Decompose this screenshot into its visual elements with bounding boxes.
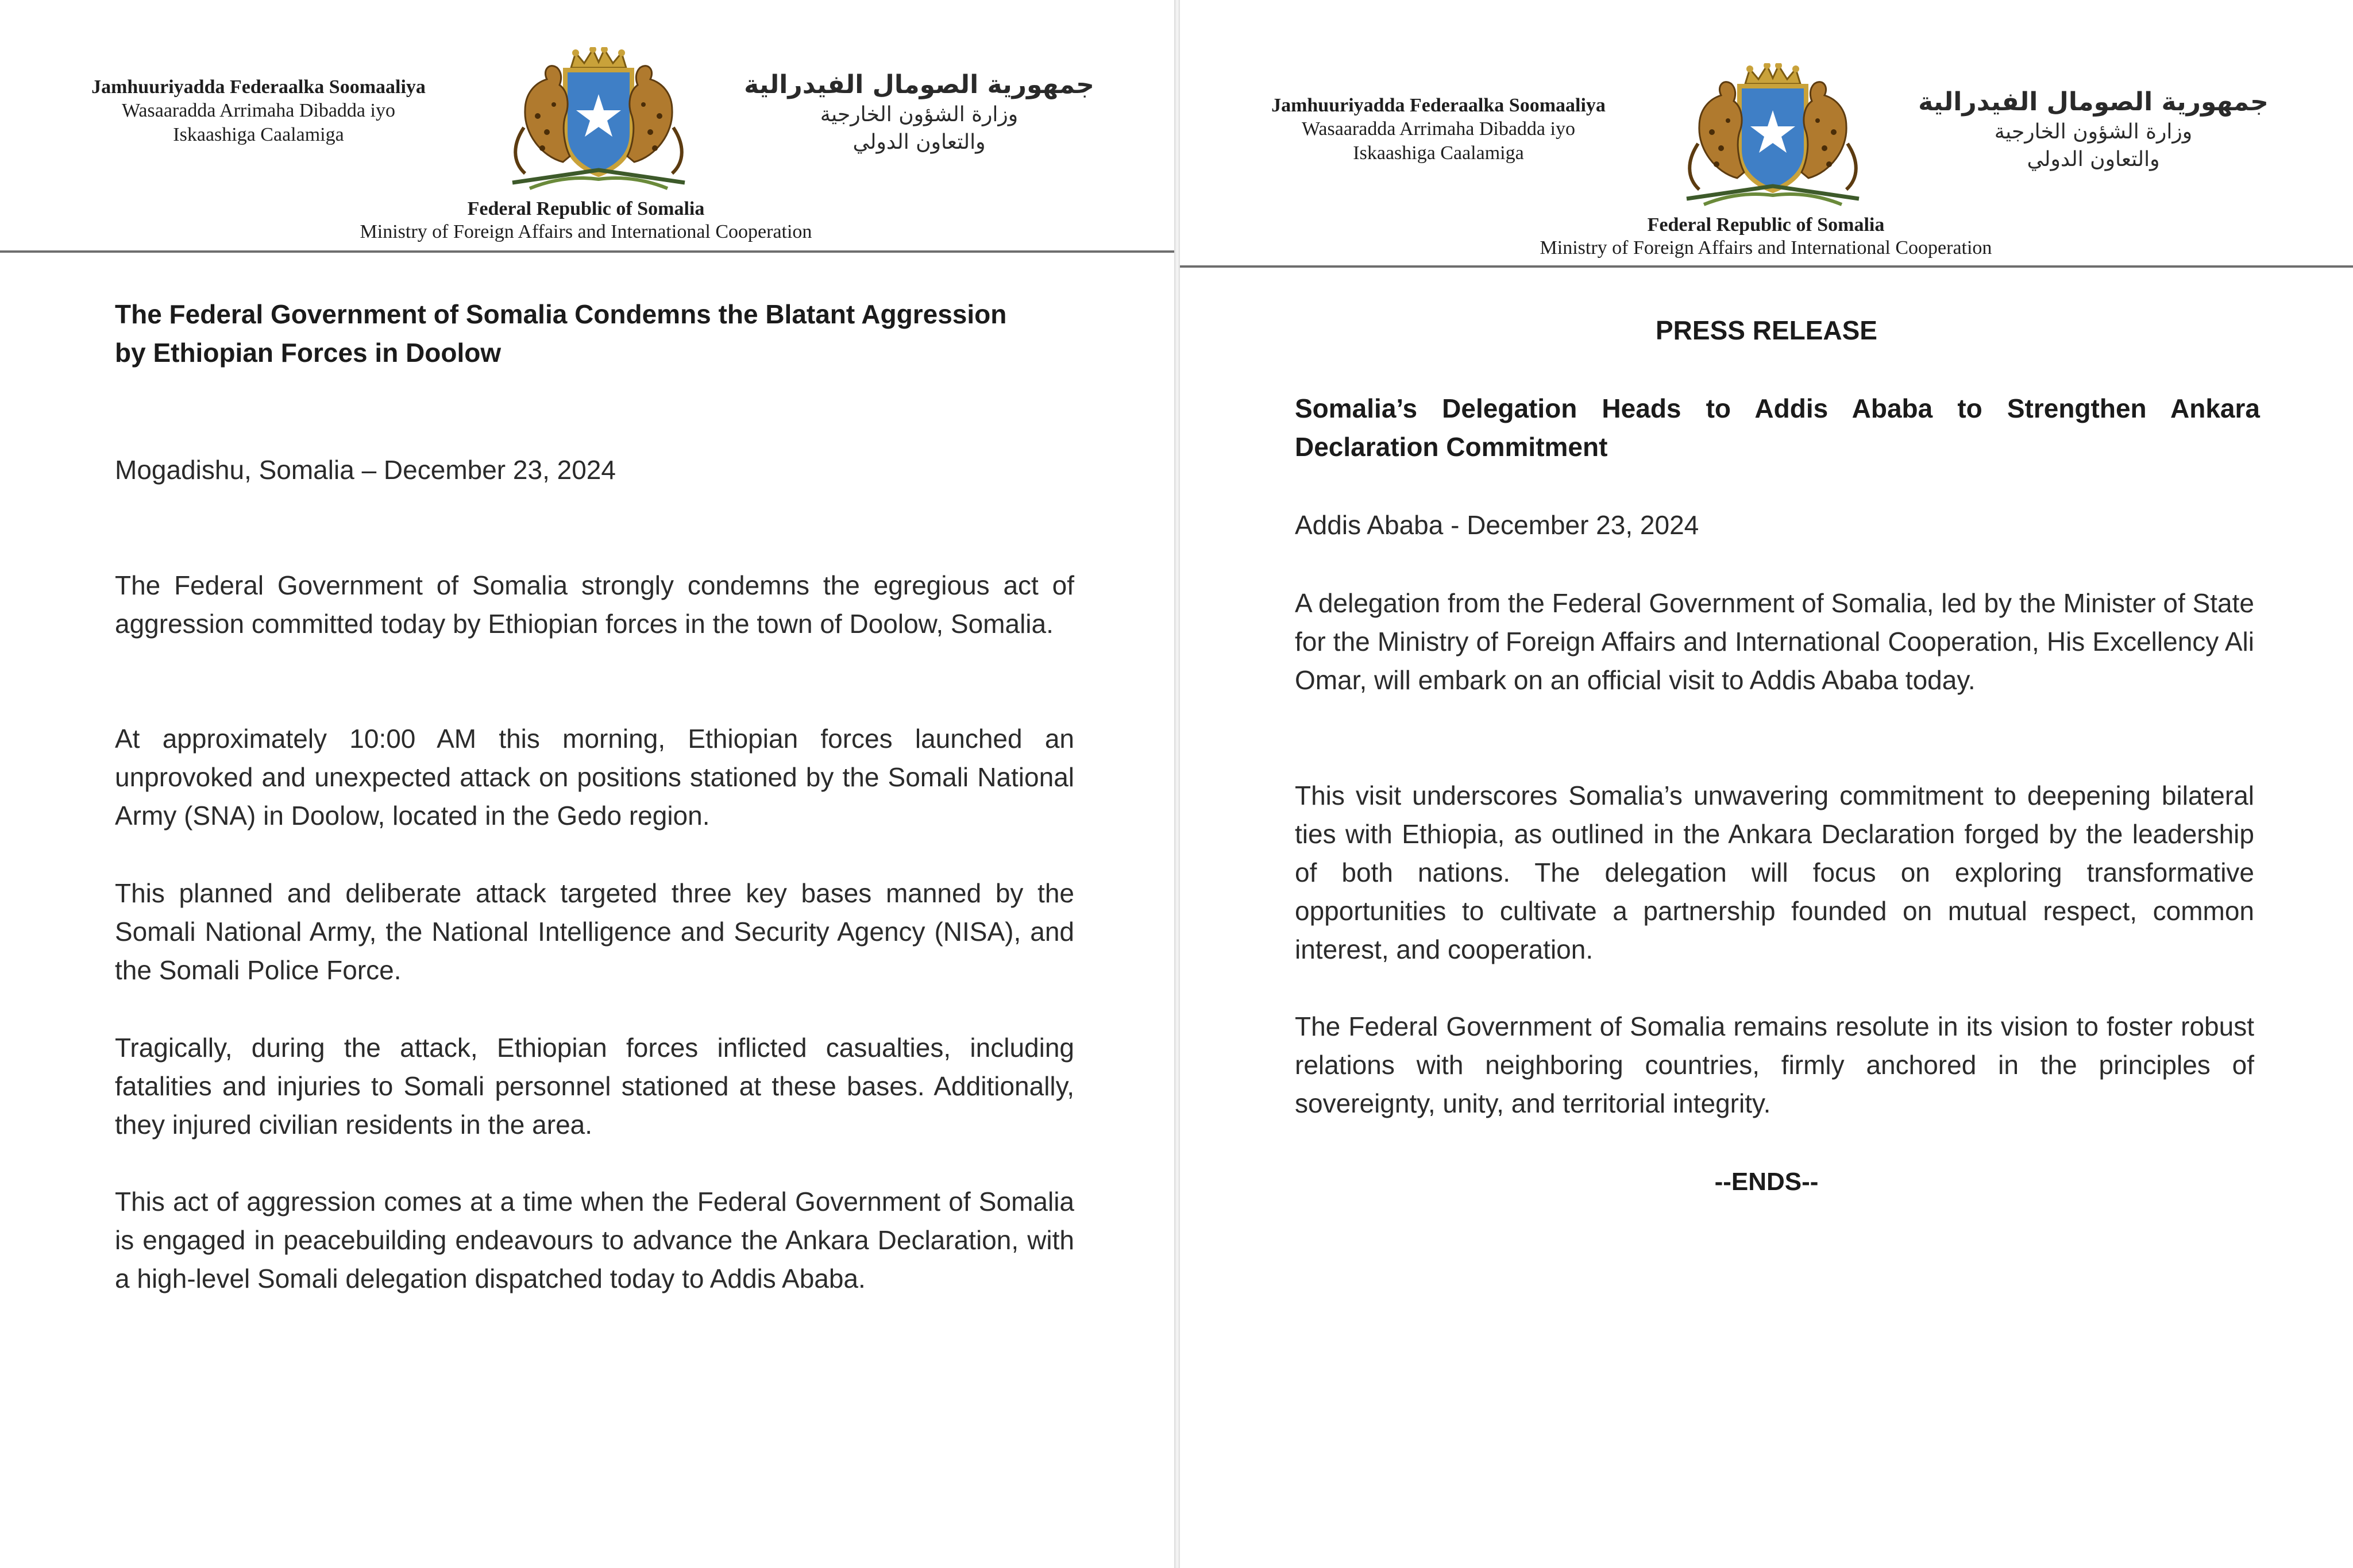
letterhead-somali — [1209, 94, 1668, 165]
press-release-label: PRESS RELEASE — [1656, 315, 1877, 345]
right-doc-paragraph-2: This visit underscores Somalia’s unwavering commitment to deepening bilateral ties with Ethiopia, as outlined in the Ankara Declaration forged by the leadership of both nations. The delegation will focus on exploring transformative opportunities to cultivate a partnership founded on mutual respect, common interest, and cooperation. — [1295, 781, 2254, 964]
letterhead-english — [0, 198, 1172, 244]
somalia-coat-of-arms-emblem — [1664, 63, 1882, 207]
letterhead-english — [1180, 214, 2352, 260]
right-doc-title-line1: Somalia’s Delegation Heads to Addis Ababa to Strengthen Ankara — [1295, 393, 2260, 423]
letterhead-somali-line1: Jamhuuriyadda Federaalka Soomaaliya — [91, 76, 426, 98]
page-separator — [1174, 0, 1180, 1568]
left-doc-paragraph-5: This act of aggression comes at a time when the Federal Government of Somalia is engaged in peacebuilding endeavours to advance the Ankara Declaration, with a high-level Somali delegation dispatched today to Addis Ababa. — [115, 1187, 1074, 1293]
letterhead-arabic-line2: وزارة الشؤون الخارجية — [820, 103, 1019, 126]
left-doc-dateline: Mogadishu, Somalia – December 23, 2024 — [115, 455, 616, 485]
letterhead-english-line1: Federal Republic of Somalia — [467, 198, 705, 219]
right-doc-paragraph-1: A delegation from the Federal Government of Somalia, led by the Minister of State for the Ministry of Foreign Affairs and International Cooperation, His Excellency Ali Omar, will embark on an official visit to Addis Ababa today. — [1295, 588, 2254, 695]
letterhead-somali-line3: Iskaashiga Caalamiga — [173, 124, 344, 145]
letterhead-english-line1: Federal Republic of Somalia — [1647, 214, 1885, 235]
letterhead-somali-line2: Wasaaradda Arrimaha Dibadda iyo — [122, 100, 395, 121]
left-doc-title-line1: The Federal Government of Somalia Condemns the Blatant Aggression — [115, 299, 1007, 329]
right-doc-dateline: Addis Ababa - December 23, 2024 — [1295, 510, 1699, 540]
letterhead-somali-line1: Jamhuuriyadda Federaalka Soomaaliya — [1271, 95, 1606, 116]
ends-marker: --ENDS-- — [1714, 1168, 1819, 1196]
letterhead-arabic-line3: والتعاون الدولي — [2027, 148, 2160, 171]
left-doc-paragraph-4: Tragically, during the attack, Ethiopian forces inflicted casualties, including fatalities and injuries to Somali personnel stationed at these bases. Additionally, they injured civilian residents in the area. — [115, 1033, 1074, 1140]
letterhead-somali-line2: Wasaaradda Arrimaha Dibadda iyo — [1302, 118, 1575, 140]
right-press-document — [1180, 0, 2353, 1568]
letterhead-arabic — [1864, 86, 2323, 173]
letterhead-somali — [23, 76, 494, 147]
left-doc-paragraph-1: The Federal Government of Somalia strongly condemns the egregious act of aggression committed today by Ethiopian forces in the town of Doolow, Somalia. — [115, 570, 1074, 639]
right-doc-paragraph-3: The Federal Government of Somalia remains resolute in its vision to foster robust relations with neighboring countries, firmly anchored in the principles of sovereignty, unity, and territorial integrity. — [1295, 1011, 2254, 1118]
letterhead-somali-line3: Iskaashiga Caalamiga — [1353, 142, 1524, 164]
left-doc-paragraph-2: At approximately 10:00 AM this morning, Ethiopian forces launched an unprovoked and unexpected attack on positions stationed by the Somali National Army (SNA) in Doolow, located in the Gedo region. — [115, 724, 1074, 831]
somalia-coat-of-arms-emblem — [489, 47, 708, 191]
letterhead-divider — [0, 250, 1174, 253]
left-doc-paragraph-3: This planned and deliberate attack targeted three key bases manned by the Somali National Army, the National Intelligence and Security Agency (NISA), and the Somali Police Force. — [115, 878, 1074, 985]
right-doc-title — [1295, 389, 2260, 466]
left-doc-title-line2: by Ethiopian Forces in Doolow — [115, 338, 502, 368]
letterhead-arabic-line1: جمهورية الصومال الفيدرالية — [1918, 87, 2269, 117]
letterhead-arabic — [689, 69, 1149, 156]
letterhead-arabic-line2: وزارة الشؤون الخارجية — [1994, 120, 2193, 144]
left-doc-title — [115, 295, 1080, 372]
letterhead-english-line2: Ministry of Foreign Affairs and International Cooperation — [1540, 237, 1992, 258]
letterhead-arabic-line3: والتعاون الدولي — [853, 130, 986, 154]
letterhead-english-line2: Ministry of Foreign Affairs and International Cooperation — [360, 221, 812, 242]
letterhead-arabic-line1: جمهورية الصومال الفيدرالية — [744, 70, 1094, 99]
letterhead-divider — [1180, 265, 2353, 268]
left-press-document — [0, 0, 1174, 1568]
right-doc-title-line2: Declaration Commitment — [1295, 432, 1608, 462]
